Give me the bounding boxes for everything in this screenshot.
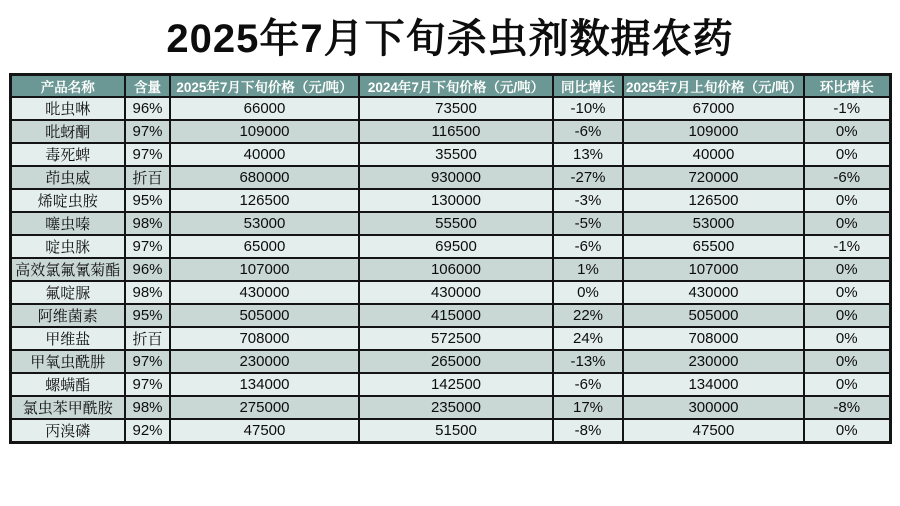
table-cell: 134000 [170, 373, 359, 396]
table-cell: 415000 [359, 304, 553, 327]
product-name-cell: 甲氧虫酰肼 [10, 350, 125, 373]
table-row [10, 258, 890, 281]
table-cell: 92% [125, 419, 170, 443]
table-row [10, 212, 890, 235]
table-cell: 66000 [170, 97, 359, 120]
product-name-cell: 毒死蜱 [10, 143, 125, 166]
column-header-5: 同比增长 [553, 75, 623, 98]
table-cell: 95% [125, 189, 170, 212]
table-cell: 572500 [359, 327, 553, 350]
table-row [10, 166, 890, 189]
table-cell: 505000 [170, 304, 359, 327]
table-cell: -27% [553, 166, 623, 189]
table-cell: 107000 [170, 258, 359, 281]
table-cell: 930000 [359, 166, 553, 189]
table-cell: 130000 [359, 189, 553, 212]
table-row [10, 189, 890, 212]
table-cell: 708000 [623, 327, 804, 350]
product-name-cell: 螺螨酯 [10, 373, 125, 396]
table-cell: 40000 [623, 143, 804, 166]
table-cell: 51500 [359, 419, 553, 443]
table-header [10, 75, 890, 98]
table-cell: 97% [125, 373, 170, 396]
table-cell: 24% [553, 327, 623, 350]
table-cell: 230000 [170, 350, 359, 373]
table-cell: 67000 [623, 97, 804, 120]
table-cell: 126500 [170, 189, 359, 212]
table-cell: 0% [804, 143, 890, 166]
table-cell: 97% [125, 235, 170, 258]
product-name-cell: 噻虫嗪 [10, 212, 125, 235]
table-cell: 116500 [359, 120, 553, 143]
table-cell: 430000 [170, 281, 359, 304]
table-row [10, 120, 890, 143]
product-name-cell: 茚虫威 [10, 166, 125, 189]
table-cell: -1% [804, 97, 890, 120]
table-cell: 17% [553, 396, 623, 419]
table-row [10, 350, 890, 373]
table-cell: -10% [553, 97, 623, 120]
table-cell: 300000 [623, 396, 804, 419]
table-cell: 98% [125, 212, 170, 235]
page-title: 2025年7月下旬杀虫剂数据农药 [166, 17, 734, 61]
table-cell: -8% [804, 396, 890, 419]
table-cell: 142500 [359, 373, 553, 396]
table-cell: 0% [804, 327, 890, 350]
product-name-cell: 丙溴磷 [10, 419, 125, 443]
table-cell: -1% [804, 235, 890, 258]
column-header-1: 产品名称 [10, 75, 125, 98]
table-cell: 107000 [623, 258, 804, 281]
product-name-cell: 吡蚜酮 [10, 120, 125, 143]
table-cell: 720000 [623, 166, 804, 189]
product-name-cell: 烯啶虫胺 [10, 189, 125, 212]
product-name-cell: 甲维盐 [10, 327, 125, 350]
table-row [10, 373, 890, 396]
table-cell: -8% [553, 419, 623, 443]
product-name-cell: 阿维菌素 [10, 304, 125, 327]
column-header-6: 2025年7月上旬价格（元/吨） [623, 75, 804, 98]
table-cell: 0% [804, 281, 890, 304]
table-cell: 109000 [170, 120, 359, 143]
table-cell: 65500 [623, 235, 804, 258]
table-cell: 0% [804, 350, 890, 373]
header-row [10, 75, 890, 98]
table-cell: 95% [125, 304, 170, 327]
table-cell: 53000 [170, 212, 359, 235]
table-cell: 47500 [623, 419, 804, 443]
table-cell: 折百 [125, 327, 170, 350]
table-cell: 0% [553, 281, 623, 304]
table-row [10, 396, 890, 419]
table-cell: 106000 [359, 258, 553, 281]
table-cell: 22% [553, 304, 623, 327]
table-cell: 0% [804, 120, 890, 143]
table-cell: -6% [553, 373, 623, 396]
table-cell: 69500 [359, 235, 553, 258]
table-cell: -6% [804, 166, 890, 189]
table-cell: 265000 [359, 350, 553, 373]
table-cell: 0% [804, 258, 890, 281]
product-name-cell: 氟啶脲 [10, 281, 125, 304]
product-name-cell: 氯虫苯甲酰胺 [10, 396, 125, 419]
table-cell: 96% [125, 258, 170, 281]
table-cell: 98% [125, 281, 170, 304]
table-cell: 430000 [623, 281, 804, 304]
table-cell: 680000 [170, 166, 359, 189]
table-row [10, 143, 890, 166]
table-cell: -6% [553, 235, 623, 258]
table-cell: 134000 [623, 373, 804, 396]
table-cell: -13% [553, 350, 623, 373]
table-row [10, 281, 890, 304]
column-header-7: 环比增长 [804, 75, 890, 98]
table-cell: 505000 [623, 304, 804, 327]
column-header-2: 含量 [125, 75, 170, 98]
table-cell: 230000 [623, 350, 804, 373]
table-row [10, 419, 890, 443]
table-cell: 53000 [623, 212, 804, 235]
product-name-cell: 啶虫脒 [10, 235, 125, 258]
table-cell: 65000 [170, 235, 359, 258]
table-cell: 430000 [359, 281, 553, 304]
column-header-3: 2025年7月下旬价格（元/吨） [170, 75, 359, 98]
table-row [10, 235, 890, 258]
table-cell: 13% [553, 143, 623, 166]
table-cell: 97% [125, 143, 170, 166]
table-cell: 0% [804, 189, 890, 212]
product-name-cell: 吡虫啉 [10, 97, 125, 120]
table-row [10, 97, 890, 120]
table-cell: 97% [125, 350, 170, 373]
table-cell: 708000 [170, 327, 359, 350]
table-cell: 275000 [170, 396, 359, 419]
pesticide-price-table [9, 73, 892, 444]
table-cell: 55500 [359, 212, 553, 235]
table-body [10, 97, 890, 443]
table-cell: 1% [553, 258, 623, 281]
table-row [10, 327, 890, 350]
table-cell: -5% [553, 212, 623, 235]
table-cell: 40000 [170, 143, 359, 166]
table-cell: 35500 [359, 143, 553, 166]
table-cell: 0% [804, 419, 890, 443]
table-cell: 98% [125, 396, 170, 419]
table-cell: 97% [125, 120, 170, 143]
table-cell: 47500 [170, 419, 359, 443]
table-cell: 235000 [359, 396, 553, 419]
table-cell: -6% [553, 120, 623, 143]
table-cell: 126500 [623, 189, 804, 212]
table-row [10, 304, 890, 327]
column-header-4: 2024年7月下旬价格（元/吨） [359, 75, 553, 98]
table-cell: 0% [804, 373, 890, 396]
table-cell: 0% [804, 212, 890, 235]
product-name-cell: 高效氯氟氰菊酯 [10, 258, 125, 281]
table-cell: 0% [804, 304, 890, 327]
table-cell: -3% [553, 189, 623, 212]
table-cell: 折百 [125, 166, 170, 189]
table-cell: 73500 [359, 97, 553, 120]
table-cell: 96% [125, 97, 170, 120]
table-cell: 109000 [623, 120, 804, 143]
